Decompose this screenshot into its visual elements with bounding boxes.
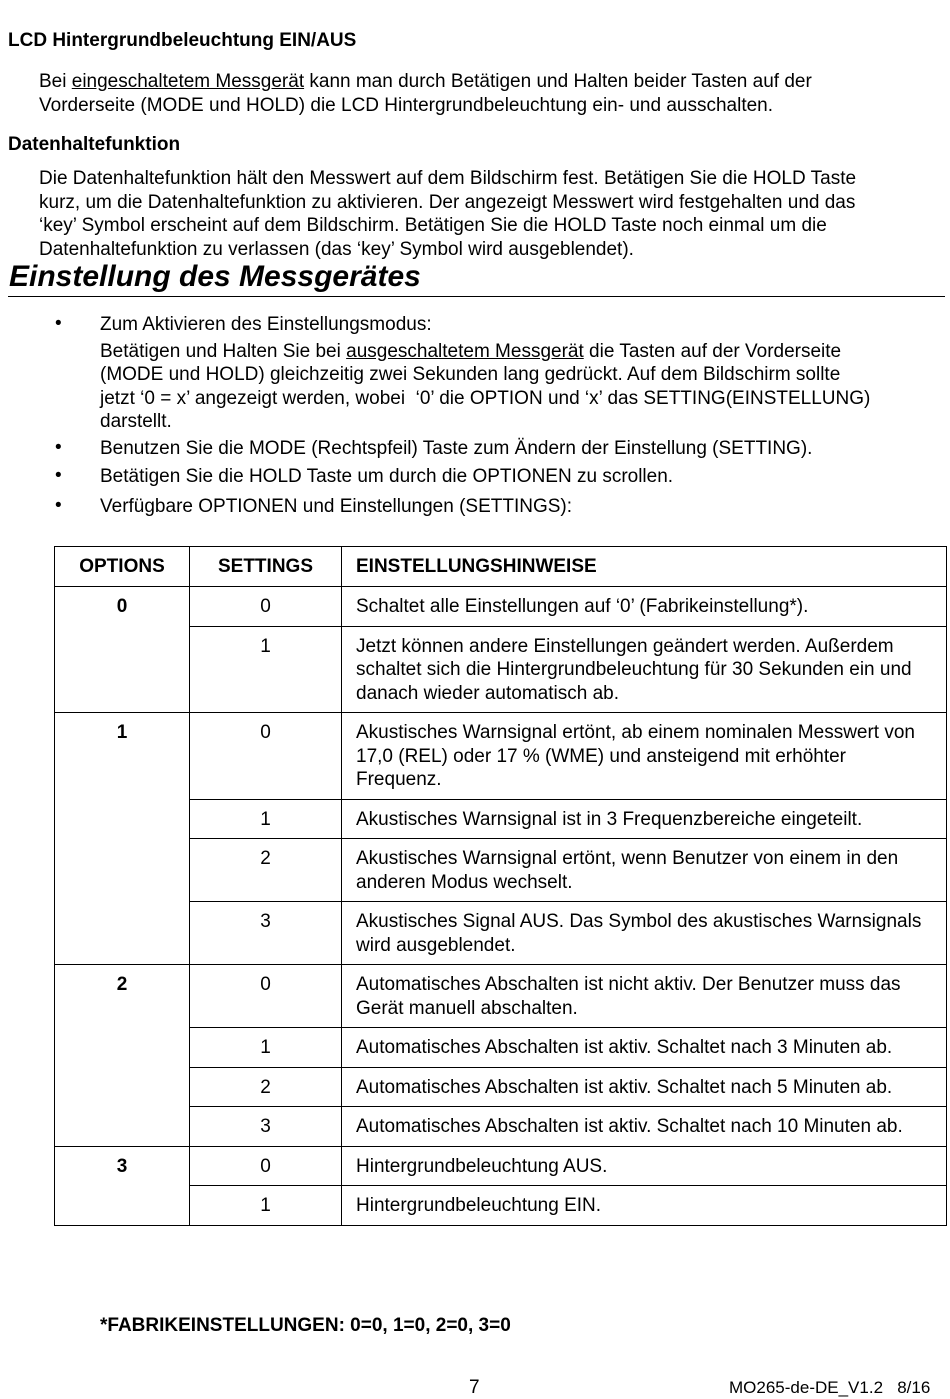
bullet-item-hold-key: Betätigen Sie die HOLD Taste um durch die OPTIONEN zu scrollen. bbox=[100, 466, 674, 487]
lcd-backlight-paragraph bbox=[39, 70, 939, 117]
underlined-phrase: eingeschaltetem Messgerät bbox=[71, 71, 305, 92]
description-cell: Hintergrundbeleuchtung EIN. bbox=[342, 1186, 947, 1226]
description-cell: Akustisches Warnsignal ist in 3 Frequenzbereiche eingeteilt. bbox=[342, 799, 947, 839]
column-header-options: OPTIONS bbox=[55, 547, 190, 587]
description-cell: Automatisches Abschalten ist aktiv. Schaltet nach 10 Minuten ab. bbox=[342, 1107, 947, 1147]
column-header-settings: SETTINGS bbox=[190, 547, 342, 587]
table-row bbox=[55, 1146, 947, 1186]
setting-cell: 3 bbox=[190, 902, 342, 965]
text-fragment: kann man durch Betätigen und Halten beider Tasten auf der bbox=[304, 71, 812, 92]
description-cell: Akustisches Warnsignal ertönt, ab einem nominalen Messwert von 17,0 (REL) oder 17 % (WME) und ansteigend mit erhöhter Frequenz. bbox=[342, 713, 947, 800]
text-line: Zum Aktivieren des Einstellungsmodus: bbox=[100, 314, 432, 335]
setting-cell: 2 bbox=[190, 1067, 342, 1107]
setting-cell: 1 bbox=[190, 1186, 342, 1226]
bullet-item-mode-key: Benutzen Sie die MODE (Rechtspfeil) Taste zum Ändern der Einstellung (SETTING). bbox=[100, 438, 813, 459]
section-heading-meter-setup: Einstellung des Messgerätes bbox=[9, 260, 421, 293]
document-id: MO265-de-DE_V1.2 8/16 bbox=[729, 1378, 931, 1397]
text-line: kurz, um die Datenhaltefunktion zu aktivieren. Der angezeigt Messwert wird festgehalten und das bbox=[39, 191, 856, 213]
data-hold-paragraph bbox=[39, 167, 944, 261]
option-cell: 3 bbox=[55, 1146, 190, 1225]
table-header-row bbox=[55, 547, 947, 587]
text-line: Die Datenhaltefunktion hält den Messwert auf dem Bildschirm fest. Betätigen Sie die HOLD Taste bbox=[39, 168, 857, 189]
table-row bbox=[55, 587, 947, 627]
description-cell: Akustisches Warnsignal ertönt, wenn Benutzer von einem in den anderen Modus wechselt. bbox=[342, 839, 947, 902]
setting-cell: 2 bbox=[190, 839, 342, 902]
text-line: Datenhaltefunktion zu verlassen (das ‘key’ Symbol wird ausgeblendet). bbox=[39, 238, 634, 260]
setting-cell: 0 bbox=[190, 587, 342, 627]
text-line: darstellt. bbox=[100, 411, 172, 432]
setting-cell: 0 bbox=[190, 965, 342, 1028]
factory-settings-footnote: *FABRIKEINSTELLUNGEN: 0=0, 1=0, 2=0, 3=0 bbox=[100, 1315, 511, 1336]
bullet-item-available-options: Verfügbare OPTIONEN und Einstellungen (SETTINGS): bbox=[100, 496, 573, 517]
option-cell: 2 bbox=[55, 965, 190, 1147]
setting-cell: 1 bbox=[190, 1028, 342, 1068]
section-heading-data-hold: Datenhaltefunktion bbox=[8, 134, 181, 155]
setting-cell: 0 bbox=[190, 1146, 342, 1186]
section-heading-lcd-backlight: LCD Hintergrundbeleuchtung EIN/AUS bbox=[8, 30, 357, 51]
underlined-phrase: ausgeschaltetem Messgerät bbox=[346, 340, 584, 362]
page-number: 7 bbox=[469, 1377, 480, 1398]
table-row bbox=[55, 965, 947, 1028]
setting-cell: 0 bbox=[190, 713, 342, 800]
description-cell: Automatisches Abschalten ist aktiv. Schaltet nach 3 Minuten ab. bbox=[342, 1028, 947, 1068]
description-cell: Hintergrundbeleuchtung AUS. bbox=[342, 1146, 947, 1186]
bullet-dot: • bbox=[55, 465, 62, 486]
text-line: (MODE und HOLD) gleichzeitig zwei Sekunden lang gedrückt. Auf dem Bildschirm sollte bbox=[100, 364, 841, 385]
heading-rule bbox=[8, 296, 945, 297]
description-cell: Jetzt können andere Einstellungen geändert werden. Außerdem schaltet sich die Hintergrundbeleuchtung für 30 Sekunden ein und danach wieder automatisch ab. bbox=[342, 626, 947, 713]
text-fragment: Betätigen und Halten Sie bei bbox=[100, 340, 347, 362]
column-header-notes: EINSTELLUNGSHINWEISE bbox=[342, 547, 947, 587]
text-fragment: die Tasten auf der Vorderseite bbox=[583, 340, 842, 362]
table-row bbox=[55, 713, 947, 800]
setting-cell: 1 bbox=[190, 626, 342, 713]
bullet-dot: • bbox=[55, 495, 62, 516]
description-cell: Schaltet alle Einstellungen auf ‘0’ (Fabrikeinstellung*). bbox=[342, 587, 947, 627]
option-cell: 1 bbox=[55, 713, 190, 965]
option-cell: 0 bbox=[55, 587, 190, 713]
description-cell: Automatisches Abschalten ist nicht aktiv. Der Benutzer muss das Gerät manuell abschalten. bbox=[342, 965, 947, 1028]
bullet-dot: • bbox=[55, 313, 62, 334]
text-line: Vorderseite (MODE und HOLD) die LCD Hintergrundbeleuchtung ein- und ausschalten. bbox=[39, 94, 774, 116]
description-cell: Akustisches Signal AUS. Das Symbol des akustisches Warnsignals wird ausgeblendet. bbox=[342, 902, 947, 965]
text-line: jetzt ‘0 = x’ angezeigt werden, wobei ‘0’ die OPTION und ‘x’ das SETTING(EINSTELLUNG) bbox=[100, 387, 871, 409]
bullet-item-activate-setup bbox=[100, 313, 945, 434]
text-fragment: Bei bbox=[39, 71, 72, 92]
setting-cell: 3 bbox=[190, 1107, 342, 1147]
setting-cell: 1 bbox=[190, 799, 342, 839]
bullet-dot: • bbox=[55, 437, 62, 458]
options-table bbox=[54, 546, 947, 1226]
description-cell: Automatisches Abschalten ist aktiv. Schaltet nach 5 Minuten ab. bbox=[342, 1067, 947, 1107]
text-line: ‘key’ Symbol erscheint auf dem Bildschirm. Betätigen Sie die HOLD Taste noch einmal um die bbox=[39, 215, 827, 236]
